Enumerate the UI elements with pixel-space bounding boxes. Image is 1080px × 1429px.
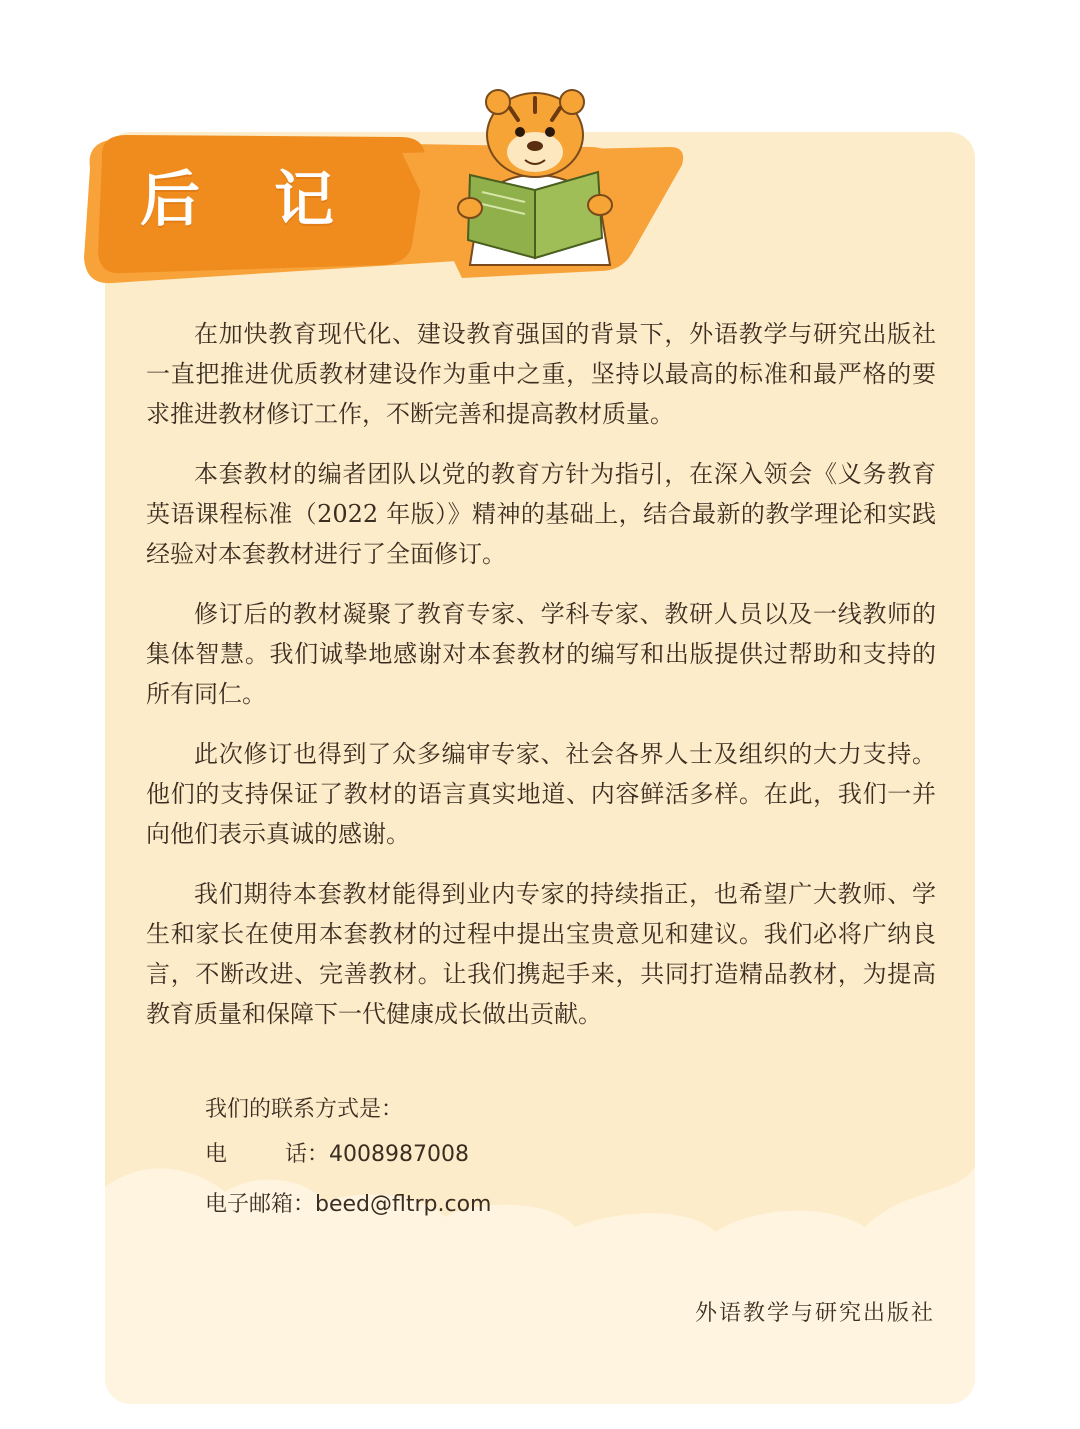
body-paragraph-4: 此次修订也得到了众多编审专家、社会各界人士及组织的大力支持。他们的支持保证了教材的语言真实地道、内容鲜活多样。在此，我们一并向他们表示真诚的感谢。 xyxy=(146,740,936,848)
cloud-decoration xyxy=(105,1147,975,1404)
email-label: 电子邮箱： xyxy=(205,1192,316,1217)
page-title: 后记 xyxy=(140,165,408,235)
email-address: beed@fltrp.com xyxy=(315,1192,492,1217)
body-paragraph-1: 在加快教育现代化、建设教育强国的背景下，外语教学与研究出版社一直把推进优质教材建设作为重中之重，坚持以最高的标准和最严格的要求推进教材修订工作，不断完善和提高教材质量。 xyxy=(146,320,936,428)
body-paragraph-3: 修订后的教材凝聚了教育专家、学科专家、教研人员以及一线教师的集体智慧。我们诚挚地感谢对本套教材的编写和出版提供过帮助和支持的所有同仁。 xyxy=(146,600,936,708)
contact-email-row xyxy=(205,1190,492,1220)
publisher-name: 外语教学与研究出版社 xyxy=(694,1301,935,1326)
contact-intro: 我们的联系方式是： xyxy=(205,1097,404,1122)
phone-number: 4008987008 xyxy=(329,1142,469,1167)
contact-phone-row xyxy=(205,1140,469,1170)
phone-label-b: 话： xyxy=(285,1142,330,1167)
phone-label-a: 电 xyxy=(205,1142,228,1167)
body-paragraph-5: 我们期待本套教材能得到业内专家的持续指正，也希望广大教师、学生和家长在使用本套教材的过程中提出宝贵意见和建议。我们必将广纳良言，不断改进、完善教材。让我们携起手来，共同打造精品教材，为提高教育质量和保障下一代健康成长做出贡献。 xyxy=(146,880,936,1028)
body-paragraph-2: 本套教材的编者团队以党的教育方针为指引，在深入领会《义务教育英语课程标准（2022 年版）》精神的基础上，结合最新的教学理论和实践经验对本套教材进行了全面修订。 xyxy=(146,460,936,568)
tiger-mascot-reading-icon xyxy=(440,80,630,270)
